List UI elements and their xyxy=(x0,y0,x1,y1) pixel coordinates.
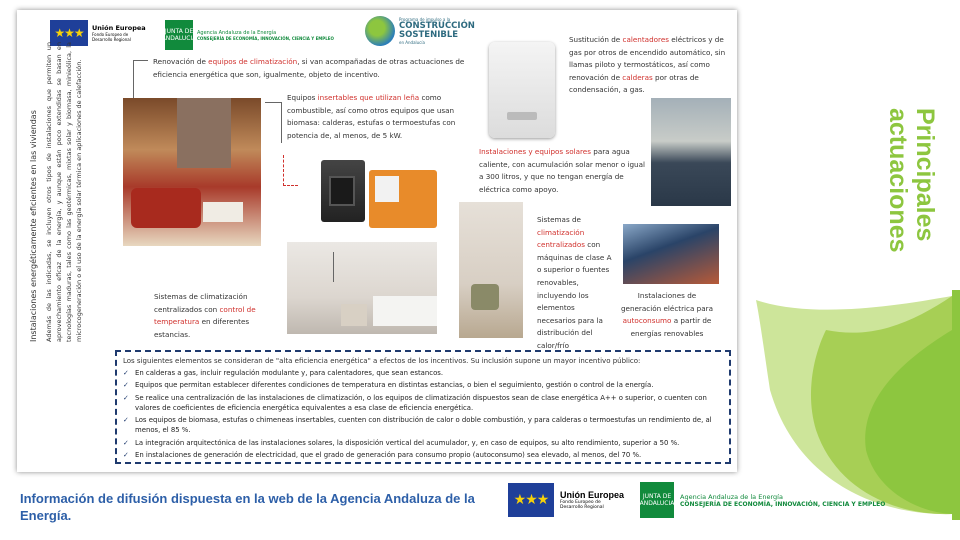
solar-thermal-photo xyxy=(651,98,731,206)
caption-sistemas: Sistemas de climatización centralizados con máquinas de clase A o superior o fuentes renovables, incluyendo los elementos necesarios para la distribución del calor/frío xyxy=(537,215,612,350)
box-item: ✓ En instalaciones de generación de electricidad, que el grado de generación para consumo propio (autoconsumo) sea elevado, al menos, del 70 %. xyxy=(123,450,723,460)
program-line4: en Andalucía xyxy=(399,40,425,45)
caption-insertables: Equipos insertables que utilizan leña como combustible, así como otros equipos que usan biomasa: calderas, estufas o termoestufas con potencia de, al menos, de 5 kW. xyxy=(287,93,456,140)
footer-agency-dept: CONSEJERÍA DE ECONOMÍA, INNOVACIÓN, CIENCIA Y EMPLEO xyxy=(680,500,886,508)
agency-logo xyxy=(161,20,334,50)
caption-centralizados: Sistemas de climatización centralizados con control de temperatura en diferentes estancias. xyxy=(154,292,256,339)
heading-line1: Principales xyxy=(911,108,939,242)
program-line2: CONSTRUCCIÓN xyxy=(399,21,475,31)
leaf-globe-icon xyxy=(365,16,395,46)
program-logo xyxy=(365,16,475,46)
boiler-panel xyxy=(375,176,399,202)
rooftop-pv-photo xyxy=(623,224,719,284)
footer-text: Información de difusión dispuesta en la web de la Agencia Andaluza de la Energía. xyxy=(20,491,475,523)
agency-name: Agencia Andaluza de la Energía xyxy=(197,29,277,36)
red-sofa xyxy=(131,188,201,228)
caption-renovacion: Renovación de equipos de climatización, si van acompañadas de otras actuaciones de eficiencia energética que son, igualmente, objeto de incentivo. xyxy=(153,57,465,79)
armchair xyxy=(471,284,499,310)
caption-generacion: Instalaciones de generación eléctrica para autoconsumo a partir de energías renovables xyxy=(620,291,714,338)
footer-agency-name: Agencia Andaluza de la Energía xyxy=(680,492,783,501)
high-efficiency-box xyxy=(115,350,731,464)
eu-name: Unión Europea xyxy=(92,24,146,32)
box-item: ✓ La integración arquitectónica de las instalaciones solares, la disposición vertical del acumulador, y, en caso de equipos, su alto rendimiento, superior a 50 %. xyxy=(123,438,723,448)
eu-flag-icon: ★★★ xyxy=(508,483,554,517)
living-room-photo xyxy=(123,98,261,246)
water-heater-photo xyxy=(489,42,555,138)
footer-eu-name: Unión Europea xyxy=(560,490,625,500)
box-intro: Los siguientes elementos se consideran de "alta eficiencia energética" a efectos de los incentivos. Su inclusión supone un mayor incentivo público: xyxy=(123,357,641,365)
bedroom-photo xyxy=(287,242,437,334)
caption-solares: Instalaciones y equipos solares para agua caliente, con acumulación solar menor o igual a 300 litros, y que no tengan energía de eléctrica como apoyo. xyxy=(479,147,645,194)
side-title: Instalaciones energéticamente eficientes en las viviendas xyxy=(29,110,38,342)
junta-shield-icon: JUNTA DE ANDALUCIA xyxy=(640,482,674,518)
footer-eu-logo xyxy=(508,483,624,517)
program-line3: SOSTENIBLE xyxy=(399,30,459,40)
pellet-stove-photo xyxy=(321,160,365,222)
side-block xyxy=(29,42,84,342)
agency-dept: CONSEJERÍA DE ECONOMÍA, INNOVACIÓN, CIENCIA Y EMPLEO xyxy=(197,35,334,41)
box-item: ✓ Los equipos de biomasa, estufas o chimeneas insertables, cuenten con distribución de calor o doble combustión, y para calderas o termoestufas un rendimiento de, al menos, el 85 %. xyxy=(123,415,723,436)
side-text: Además de las indicadas, se incluyen otros tipos de instalaciones que permiten un aprovechamiento eficaz de la energía, y aunque están poco extendidas se basan en tecnologías maduras, tales como las geotérmicas, mixtas solar y biomasa, minieólica, la microcogeneración o el uso de la energía solar térmica en aplicaciones de calefacción. xyxy=(45,42,83,342)
biomass-boiler-photo xyxy=(369,170,437,228)
heading-line2: actuaciones xyxy=(884,108,912,253)
box-item: ✓ Equipos que permitan establecer diferentes condiciones de temperatura en distintas estancias, o bien el seguimiento, gestión o control de la energía. xyxy=(123,380,723,390)
footer-agency-logo xyxy=(640,482,885,518)
box-item: ✓ Se realice una centralización de las instalaciones de climatización, o los equipos de climatización dispuestos sean de clase energética A++ o superior, o cuenten con valores de coeficientes de eficiencia energética equivalentes a esa clase de eficiencia energética. xyxy=(123,393,723,414)
connector-line xyxy=(333,252,334,282)
junta-shield-icon: JUNTA DE ANDALUCIA xyxy=(165,20,193,50)
eu-flag-icon: ★★★ xyxy=(50,20,88,46)
heater-control xyxy=(507,112,537,120)
fireplace-stone xyxy=(177,98,231,168)
footer-eu-fund: Fondo Europeo de Desarrollo Regional xyxy=(560,500,604,510)
nightstand xyxy=(341,304,367,326)
caption-calentadores: Sustitución de calentadores eléctricos y de gas por otros de encendido automático, sin llamas piloto y termostáticos, así como renovación de calderas por otras de condensación, a gas. xyxy=(569,35,726,95)
bed xyxy=(373,296,437,326)
stove-window xyxy=(329,176,355,206)
dashed-arrow-icon xyxy=(283,155,298,186)
poster xyxy=(17,10,737,472)
eu-fund: Fondo Europeo de Desarrollo Regional xyxy=(92,32,131,42)
program-line1: Programa de impulso a la xyxy=(399,17,451,22)
box-item: ✓ En calderas a gas, incluir regulación modulante y, para calentadores, que sean estancos. xyxy=(123,368,723,378)
room-ac-photo xyxy=(459,202,523,338)
coffee-table xyxy=(203,202,243,222)
connector-line xyxy=(265,102,282,143)
box-list xyxy=(123,368,723,460)
section-heading xyxy=(884,108,938,253)
